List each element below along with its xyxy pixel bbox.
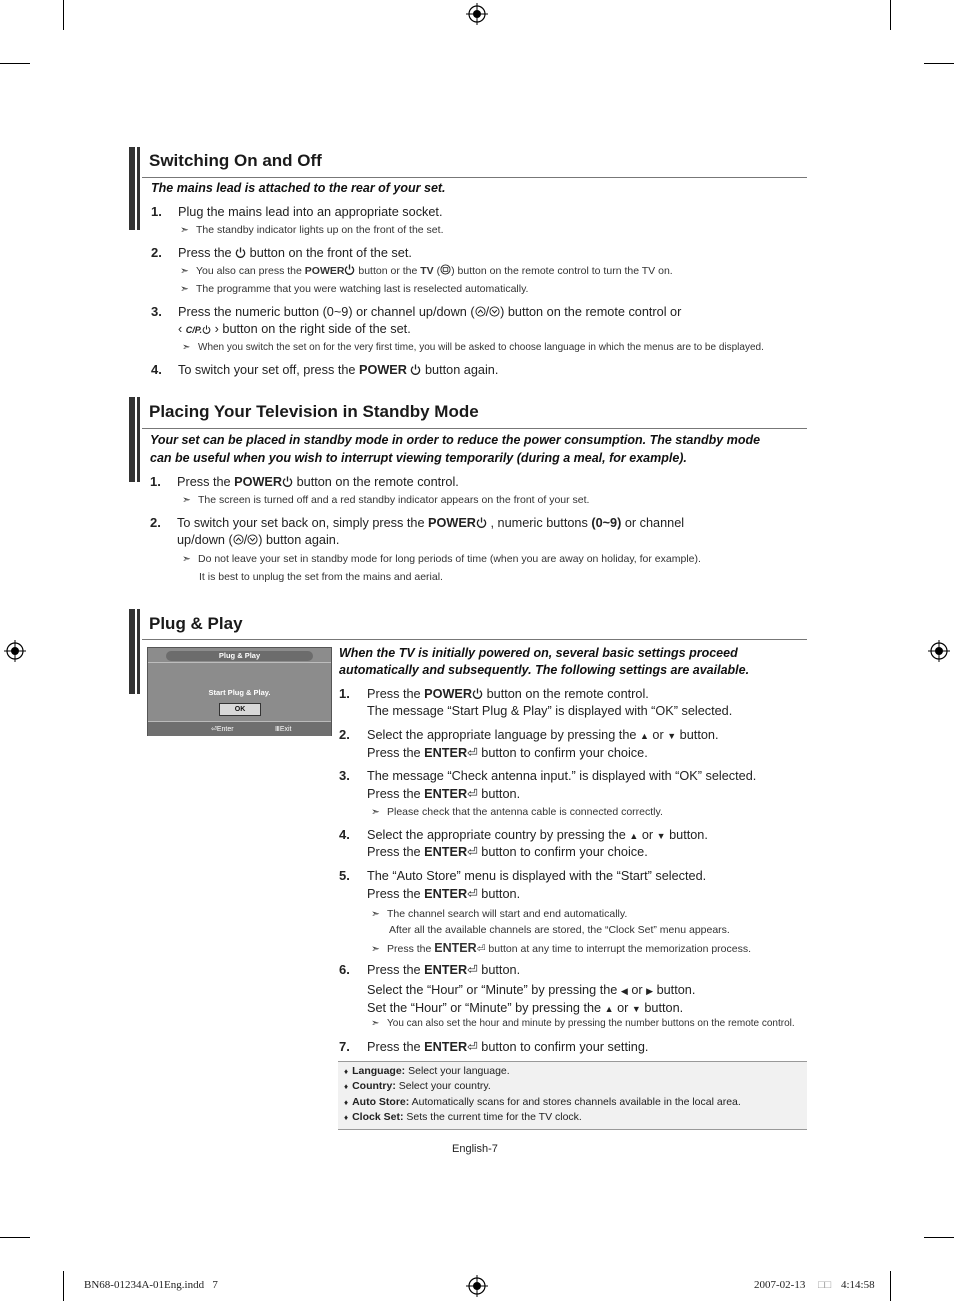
footer-filename: BN68-01234A-01Eng.indd 7 (84, 1279, 218, 1291)
step-note: It is best to unplug the set from the mains and aerial. (199, 571, 443, 583)
chevron-left-icon: ‹ (178, 322, 186, 336)
step-note: ➣ The channel search will start and end automatically. (371, 908, 628, 920)
enter-icon: ⏎ (467, 963, 478, 977)
step-text: ‹ C/P. › button on the right side of the set. (178, 322, 411, 336)
step-number: 7. (339, 1039, 350, 1054)
step-text: The “Auto Store” menu is displayed with the “Start” selected. (367, 869, 707, 883)
section-rule (142, 639, 807, 640)
section-intro: can be useful when you wish to interrupt viewing temporarily (during a meal, for example). (150, 451, 687, 465)
exit-icon: Ⅲ (275, 726, 280, 733)
osd-message: Start Plug & Play. (208, 688, 271, 697)
crop-mark (0, 1237, 30, 1238)
enter-icon: ⏎ (211, 726, 217, 733)
step-text: The message “Start Plug & Play” is displayed with “OK” selected. (367, 704, 733, 718)
channel-up-icon (475, 306, 486, 317)
enter-icon: ⏎ (476, 943, 486, 955)
step-note: ➣ The screen is turned off and a red standby indicator appears on the front of your set. (182, 494, 590, 506)
step-note: ➣ Press the ENTER⏎ button at any time to interrupt the memorization process. (371, 941, 752, 955)
step-note: ➣ Do not leave your set in standby mode for long periods of time (when you are away on holiday, for example). (182, 553, 701, 565)
down-arrow-icon: ▼ (667, 731, 677, 741)
step-text: Set the “Hour” or “Minute” by pressing the ▲ or ▼ button. (367, 1001, 684, 1015)
crop-mark (63, 1271, 64, 1301)
step-note: After all the available channels are stored, the “Clock Set” menu appears. (389, 924, 730, 936)
osd-exit-hint: ⅢExit (275, 726, 292, 733)
step-text: The message “Check antenna input.” is displayed with “OK” selected. (367, 769, 757, 783)
step-note: ➣ The standby indicator lights up on the front of the set. (180, 224, 444, 236)
crop-mark (890, 1271, 891, 1301)
step-note: ➣ You also can press the POWER button or the TV ( ) button on the remote control to turn the TV on. (180, 265, 673, 277)
channel-up-icon (233, 534, 244, 545)
crop-mark (924, 1237, 954, 1238)
down-arrow-icon: ▼ (631, 1004, 641, 1014)
step-text: Press the POWER button on the remote control. (367, 687, 649, 701)
section-bar (129, 609, 140, 694)
step-note: ➣ When you switch the set on for the very first time, you will be asked to choose language in which the menus are to be displayed. (182, 340, 764, 356)
chevron-right-icon: › (211, 322, 223, 336)
note-arrow-icon: ➣ (182, 494, 191, 506)
note-arrow-icon: ➣ (371, 1018, 380, 1029)
diamond-bullet-icon: ♦ (344, 1113, 349, 1122)
step-text: Press the ENTER⏎ button. (367, 963, 521, 977)
section-intro: When the TV is initially powered on, several basic settings proceed (339, 646, 738, 660)
step-number: 1. (150, 474, 161, 489)
note-arrow-icon: ➣ (180, 224, 189, 236)
crop-mark (924, 63, 954, 64)
enter-icon: ⏎ (467, 845, 478, 859)
enter-icon: ⏎ (467, 887, 478, 901)
step-text: Press the numeric button (0~9) or channel up/down ( / ) button on the remote control or (178, 305, 682, 319)
power-icon (235, 247, 246, 258)
section-rule (142, 177, 807, 178)
step-number: 4. (339, 827, 350, 842)
note-arrow-icon: ➣ (182, 553, 191, 565)
up-arrow-icon: ▲ (604, 1004, 614, 1014)
summary-item: ♦ Country: Select your country. (344, 1080, 491, 1092)
enter-icon: ⏎ (467, 746, 478, 760)
step-note: ➣ The programme that you were watching last is reselected automatically. (180, 283, 529, 295)
note-arrow-icon: ➣ (180, 265, 189, 277)
tv-button-icon (440, 264, 451, 275)
note-arrow-icon: ➣ (182, 342, 191, 353)
section-intro: automatically and subsequently. The following settings are available. (339, 663, 750, 677)
step-text: up/down ( / ) button again. (177, 533, 340, 547)
diamond-bullet-icon: ♦ (344, 1082, 349, 1091)
step-number: 1. (339, 686, 350, 701)
step-text: Plug the mains lead into an appropriate socket. (178, 205, 443, 219)
step-text: Select the appropriate country by pressing the ▲ or ▼ button. (367, 828, 708, 842)
step-number: 6. (339, 962, 350, 977)
step-number: 2. (150, 515, 161, 530)
registration-mark-icon (928, 640, 950, 662)
left-arrow-icon: ◀ (620, 986, 628, 996)
power-icon (472, 688, 483, 699)
channel-down-icon (489, 306, 500, 317)
footer-time: 4:14:58 (841, 1279, 875, 1291)
step-number: 3. (151, 304, 162, 319)
step-number: 1. (151, 204, 162, 219)
section-intro: The mains lead is attached to the rear of your set. (151, 181, 446, 195)
power-icon (476, 517, 487, 528)
section-bar (129, 147, 140, 230)
registration-mark-icon (466, 1275, 488, 1297)
step-text: Press the POWER button on the remote control. (177, 475, 459, 489)
step-note: ➣ You can also set the hour and minute by pressing the number buttons on the remote control. (371, 1016, 795, 1032)
step-text: Press the ENTER⏎ button to confirm your setting. (367, 1040, 649, 1054)
step-text: Press the button on the front of the set. (178, 246, 412, 260)
registration-mark-icon (466, 3, 488, 25)
step-text: Press the ENTER⏎ button to confirm your choice. (367, 746, 648, 760)
section-title-switching: Switching On and Off (149, 151, 322, 170)
registration-mark-icon (4, 640, 26, 662)
step-number: 5. (339, 868, 350, 883)
summary-item: ♦ Clock Set: Sets the current time for the TV clock. (344, 1111, 582, 1123)
diamond-bullet-icon: ♦ (344, 1067, 349, 1076)
osd-title: Plug & Play (166, 651, 313, 661)
section-title-plug-play: Plug & Play (149, 614, 243, 633)
step-note: ➣ Please check that the antenna cable is connected correctly. (371, 806, 663, 818)
summary-item: ♦ Auto Store: Automatically scans for and stores channels available in the local area. (344, 1096, 741, 1108)
osd-footer (148, 721, 331, 736)
section-rule (142, 428, 807, 429)
step-number: 2. (151, 245, 162, 260)
crop-mark (890, 0, 891, 30)
step-number: 4. (151, 362, 162, 377)
footer-date: 2007-02-13 (754, 1279, 806, 1291)
up-arrow-icon: ▲ (629, 831, 639, 841)
note-arrow-icon: ➣ (371, 908, 380, 920)
crop-mark (63, 0, 64, 30)
up-arrow-icon: ▲ (639, 731, 649, 741)
right-arrow-icon: ▶ (646, 986, 654, 996)
note-arrow-icon: ➣ (371, 943, 380, 955)
step-text: To switch your set off, press the POWER button again. (178, 363, 499, 377)
settings-summary (338, 1061, 807, 1130)
osd-divider (148, 662, 331, 663)
down-arrow-icon: ▼ (656, 831, 666, 841)
osd-ok-button[interactable]: OK (219, 703, 261, 716)
crop-mark (0, 63, 30, 64)
note-arrow-icon: ➣ (371, 806, 380, 818)
enter-icon: ⏎ (467, 787, 478, 801)
note-arrow-icon: ➣ (180, 283, 189, 295)
step-number: 3. (339, 768, 350, 783)
power-icon (410, 364, 421, 375)
power-icon (282, 476, 293, 487)
step-text: Press the ENTER⏎ button. (367, 887, 521, 901)
step-text: To switch your set back on, simply press the POWER , numeric buttons (0~9) or channel (177, 516, 685, 530)
osd-enter-hint: ⏎Enter (211, 726, 234, 733)
footer-glyphs: □□ (818, 1279, 832, 1291)
step-text: Press the ENTER⏎ button. (367, 787, 521, 801)
channel-down-icon (247, 534, 258, 545)
summary-item: ♦ Language: Select your language. (344, 1065, 510, 1077)
plug-play-screen (147, 647, 332, 736)
section-bar (129, 397, 140, 482)
enter-icon: ⏎ (467, 1040, 478, 1054)
diamond-bullet-icon: ♦ (344, 1098, 349, 1107)
step-number: 2. (339, 727, 350, 742)
section-title-standby: Placing Your Television in Standby Mode (149, 402, 479, 421)
page-number: English-7 (452, 1143, 498, 1155)
step-text: Press the ENTER⏎ button to confirm your choice. (367, 845, 648, 859)
power-icon (202, 325, 211, 334)
power-icon (344, 264, 355, 275)
step-text: Select the appropriate language by pressing the ▲ or ▼ button. (367, 728, 719, 742)
section-intro: Your set can be placed in standby mode in order to reduce the power consumption. The standby mode (150, 433, 761, 447)
step-text: Select the “Hour” or “Minute” by pressing the ◀ or ▶ button. (367, 983, 696, 997)
